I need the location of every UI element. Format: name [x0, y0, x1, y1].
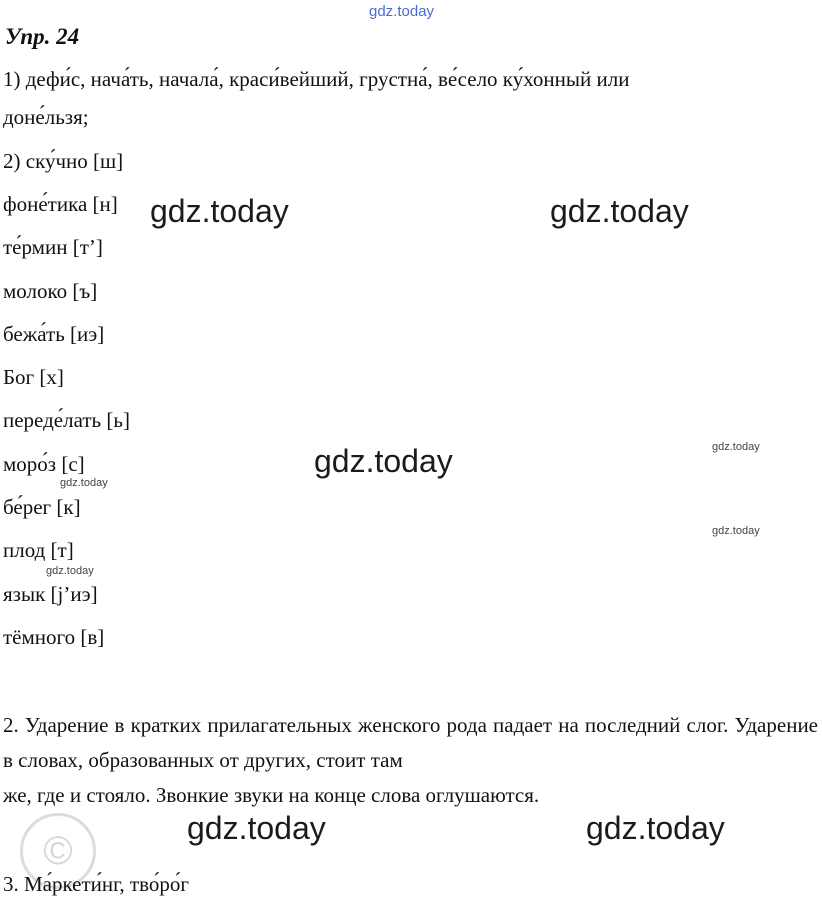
word-item: бежа́ть [иэ] — [3, 322, 105, 346]
word-item: плод [т] — [3, 538, 74, 562]
word-item: бе́рег [к] — [3, 495, 81, 519]
word-item: тёмного [в] — [3, 625, 105, 649]
watermark-small: gdz.today — [46, 565, 94, 577]
watermark-big: gdz.today — [150, 193, 289, 229]
word-item: язык [j’иэ] — [3, 582, 98, 606]
word-item: Бог [х] — [3, 365, 64, 389]
watermark-top: gdz.today — [369, 3, 435, 20]
word-item: те́рмин [т’] — [3, 235, 103, 259]
part2-header: 2) ску́чно [ш] — [3, 149, 124, 173]
exercise-title: Упр. 24 — [5, 24, 80, 49]
watermark-small: gdz.today — [60, 477, 108, 489]
section2-text: 2. Ударение в кратких прилагательных женского рода падает на последний слог. Ударение в словах, образованных от других, стоит там — [3, 713, 818, 772]
watermark-big: gdz.today — [187, 810, 326, 846]
word-item: моро́з [с] — [3, 452, 85, 476]
section2-paragraph — [3, 708, 818, 813]
copyright-icon: © — [20, 813, 96, 889]
section2-last-line: же, где и стояло. Звонкие звуки на конце слова оглушаются. — [3, 783, 540, 807]
section3-text: 3. Ма́ркети́нг, тво́ро́г — [3, 872, 189, 896]
watermark-big: gdz.today — [586, 810, 725, 846]
watermark-small: gdz.today — [712, 441, 760, 453]
word-item: фоне́тика [н] — [3, 192, 118, 216]
part1-line2: доне́льзя; — [3, 105, 89, 129]
watermark-big: gdz.today — [314, 443, 453, 479]
watermark-big: gdz.today — [550, 193, 689, 229]
part1-line1: 1) дефи́с, нача́ть, начала́, краси́вейший, грустна́, ве́село ку́хонный или — [3, 67, 630, 91]
word-item: молоко [ъ] — [3, 279, 98, 303]
watermark-small: gdz.today — [712, 525, 760, 537]
word-item: переде́лать [ь] — [3, 408, 130, 432]
